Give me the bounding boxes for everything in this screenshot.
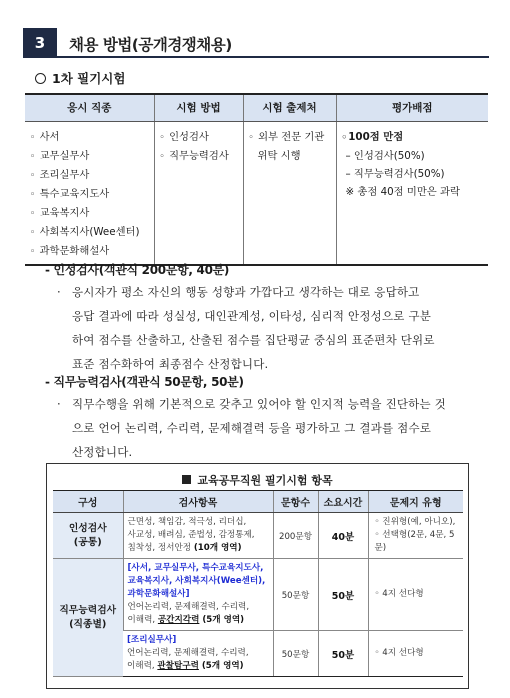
score-item: ※ 총점 40점 미만은 과락 [345, 185, 460, 198]
source-cell [243, 121, 336, 265]
list-item: ◦ 교무실무사 [30, 149, 90, 162]
col-header-score: 평가배점 [336, 94, 488, 121]
col-header-method: 시험 방법 [154, 94, 243, 121]
count-cell: 50문항 [273, 559, 318, 631]
exam-items-box [46, 463, 469, 689]
exam-items-title: 교육공무직원 필기시험 항목 [47, 472, 468, 488]
subheading [35, 69, 125, 87]
method-list-cell [154, 121, 243, 265]
count-cell: 50문항 [273, 631, 318, 677]
text-line: 으로 언어 논리력, 수리력, 문제해결력 등을 평가하고 그 결과를 점수로 [72, 421, 432, 435]
personality-description: · 응시자가 평소 자신의 행동 성향과 가깝다고 생각하는 대로 응답하고 응답 결과에 따라 성실성, 대인관계성, 이타성, 심리적 안정성으로 구분 하여 점수를 산출하고, 산출된 점수를 집단평균 중심의 표준편차 단위로 표준 점수화하여 최종점수 산정합니다. [72, 280, 492, 376]
col-header-source: 시험 출제처 [243, 94, 336, 121]
list-item: ◦ 외부 전문 기관 [248, 130, 325, 143]
items-cell: [조리실무사] 언어논리력, 문제해결력, 수리력, 이해력, 관찰탐구력 (5개 영역) [123, 631, 273, 677]
list-item: ◦ 특수교육지도사 [30, 187, 110, 200]
list-item: ◦ 교육복지사 [30, 206, 90, 219]
types-cell: ◦ 진위형(예, 아니오), ◦ 선택형(2문, 4문, 5문) [368, 513, 463, 559]
list-item: ◦ 과학문화해설사 [30, 244, 110, 257]
time-cell: 40분 [318, 513, 368, 559]
col-header-items: 검사항목 [123, 491, 273, 513]
square-bullet-icon [182, 475, 191, 484]
category-cell: 직무능력검사 (직종별) [53, 559, 123, 677]
score-item: – 직무능력검사(50%) [345, 167, 445, 180]
list-item: ◦ 사서 [30, 130, 60, 143]
types-cell: ◦ 4지 선다형 [368, 559, 463, 631]
time-cell: 50분 [318, 631, 368, 677]
table-header-row [25, 94, 488, 121]
col-header-job: 응시 직종 [25, 94, 154, 121]
col-header-count: 문항수 [273, 491, 318, 513]
items-cell: [사서, 교무실무사, 특수교육지도사, 교육복지사, 사회복지사(Wee센터), 과학문화해설사] 언어논리력, 문제해결력, 수리력, 이해력, 공간지각력 (5개 영역) [123, 559, 273, 631]
text-line: 하여 점수를 산출하고, 산출된 점수를 집단평균 중심의 표준편차 단위로 [72, 333, 435, 347]
table-row [53, 513, 463, 559]
list-item: ◦ 조리실무사 [30, 168, 90, 181]
text-line: 표준 점수화하여 최종점수 산정합니다. [72, 357, 269, 371]
list-item: ◦ 직무능력검사 [159, 149, 229, 162]
table-header-row [53, 491, 463, 513]
text-line: 응답 결과에 따라 성실성, 대인관계성, 이타성, 심리적 안정성으로 구분 [72, 309, 432, 323]
types-cell: ◦ 4지 선다형 [368, 631, 463, 677]
section-number: 3 [23, 28, 57, 58]
col-header-type: 문제지 유형 [368, 491, 463, 513]
time-cell: 50분 [318, 559, 368, 631]
section-header [23, 28, 489, 58]
text-line: 산정합니다. [72, 445, 133, 459]
list-item: 위탁 시행 [257, 149, 301, 162]
table-row [53, 559, 463, 631]
ability-heading: - 직무능력검사(객관식 50문항, 50분) [45, 375, 244, 389]
section-title: 채용 방법(공개경쟁채용) [69, 36, 232, 54]
circle-bullet-icon [35, 73, 46, 84]
count-cell: 200문항 [273, 513, 318, 559]
col-header-time: 소요시간 [318, 491, 368, 513]
text-line: 직무수행을 위해 기본적으로 갖추고 있어야 할 인지적 능력을 진단하는 것 [72, 397, 446, 411]
table-row [25, 121, 488, 265]
items-cell: 근면성, 책임감, 적극성, 리더십, 사교성, 배려심, 준법성, 감정통제, 침착성, 정서안정 (10개 영역) [123, 513, 273, 559]
category-cell: 인성검사 (공통) [53, 513, 123, 559]
job-list-cell [25, 121, 154, 265]
ability-description: · 직무수행을 위해 기본적으로 갖추고 있어야 할 인지적 능력을 진단하는 것 으로 언어 논리력, 수리력, 문제해결력 등을 평가하고 그 결과를 점수로 산정합니다. [72, 392, 492, 464]
personality-heading: - 인성검사(객관식 200문항, 40분) [45, 263, 230, 277]
subheading-text: 1차 필기시험 [52, 71, 126, 86]
exam-overview-table [25, 93, 488, 266]
col-header-composition: 구성 [53, 491, 123, 513]
text-line: 응시자가 평소 자신의 행동 성향과 가깝다고 생각하는 대로 응답하고 [72, 285, 420, 299]
list-item: ◦ 인성검사 [159, 130, 209, 143]
exam-items-table [53, 490, 463, 677]
score-cell [336, 121, 488, 265]
score-main: ◦100점 만점 [341, 130, 404, 143]
list-item: ◦ 사회복지사(Wee센터) [30, 225, 140, 238]
score-item: – 인성검사(50%) [345, 149, 425, 162]
